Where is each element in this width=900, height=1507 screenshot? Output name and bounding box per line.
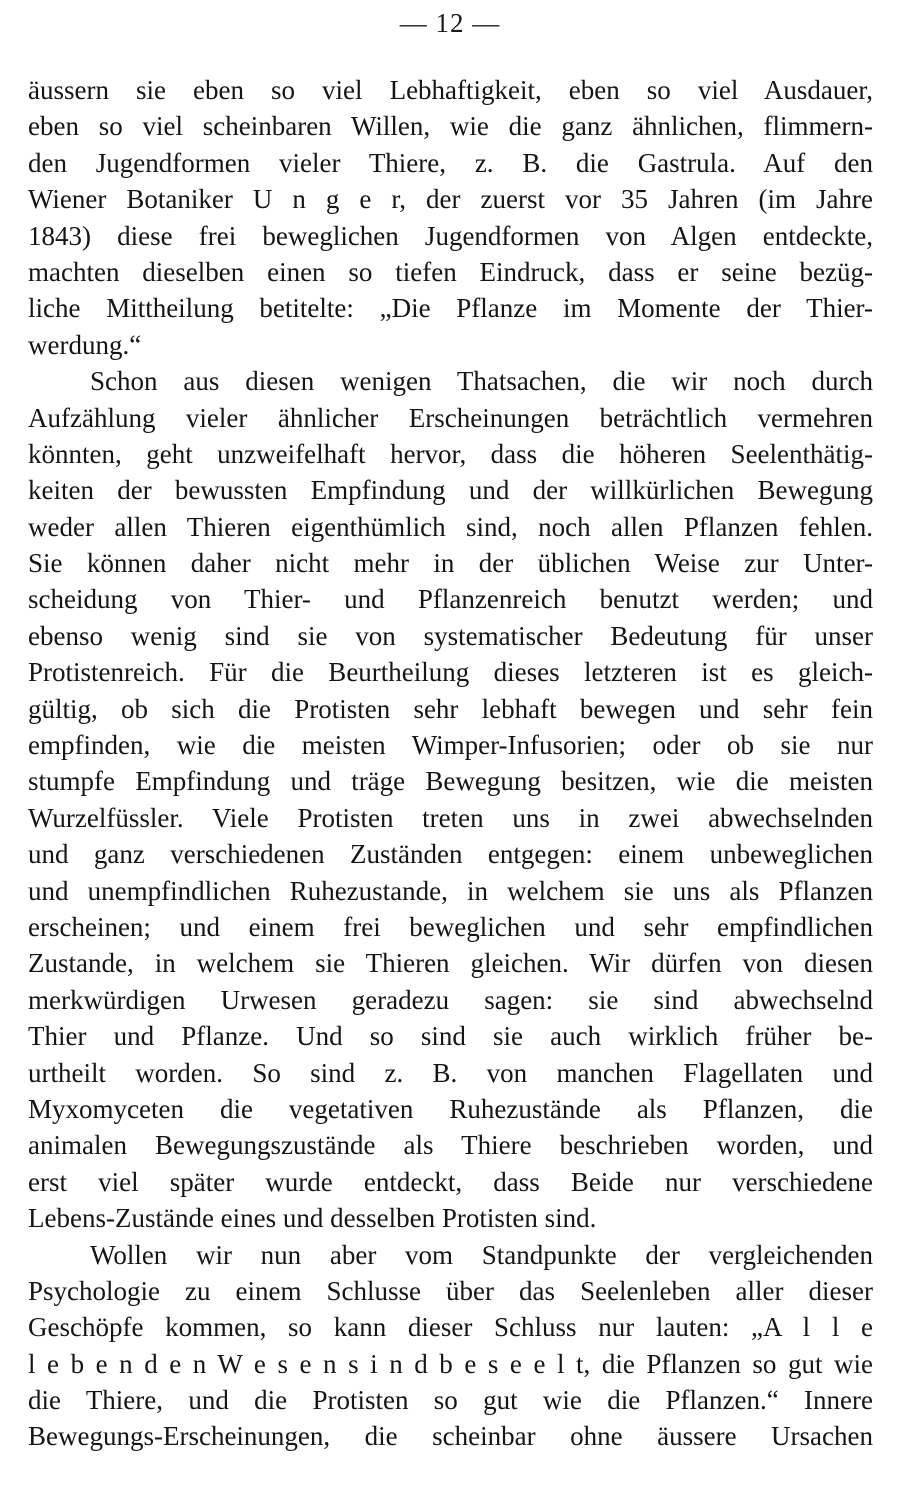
text-line: Aufzählung vieler ähnlicher Erscheinungen beträchtlich vermehren [28,402,873,433]
text-line: Wiener Botaniker U n g e r, der zuerst vor 35 Jahren (im Jahre [28,184,873,215]
text-line: ebenso wenig sind sie von systematischer Bedeutung für unser [28,620,873,651]
text-line: urtheilt worden. So sind z. B. von manchen Flagellaten und [28,1057,873,1088]
text-line: machten dieselben einen so tiefen Eindruck, dass er seine bezüg- [28,256,873,287]
text-line: Wurzelfüssler. Viele Protisten treten uns in zwei abwechselnden [28,802,873,833]
text-line: werdung.“ [28,329,142,360]
text-line: eben so viel scheinbaren Willen, wie die ganz ähnlichen, flimmern- [28,111,873,142]
text-line: 1843) diese frei beweglichen Jugendformen von Algen entdeckte, [28,220,873,251]
text-line: Geschöpfe kommen, so kann dieser Schluss nur lauten: „A l l e [28,1312,873,1343]
text-line: die Thiere, und die Protisten so gut wie die Pflanzen.“ Innere [28,1385,873,1416]
text-line: und ganz verschiedenen Zuständen entgegen: einem unbeweglichen [28,839,873,870]
text-line: erscheinen; und einem frei beweglichen und sehr empfindlichen [28,911,873,942]
text-line: Psychologie zu einem Schlusse über das Seelenleben aller dieser [28,1275,873,1306]
body-text [28,72,873,1455]
text-line: Zustande, in welchem sie Thieren gleichen. Wir dürfen von diesen [28,948,873,979]
text-line: merkwürdigen Urwesen geradezu sagen: sie sind abwechselnd [28,984,873,1015]
text-line: den Jugendformen vieler Thiere, z. B. die Gastrula. Auf den [28,147,873,178]
paragraph-start-line: Schon aus diesen wenigen Thatsachen, die wir noch durch [90,366,873,397]
text-line: Bewegungs-Erscheinungen, die scheinbar ohne äussere Ursachen [28,1421,873,1452]
text-line: gültig, ob sich die Protisten sehr lebhaft bewegen und sehr fein [28,693,873,724]
text-line: keiten der bewussten Empfindung und der willkürlichen Bewegung [28,475,873,506]
text-line: und unempfindlichen Ruhezustande, in welchem sie uns als Pflanzen [28,875,873,906]
text-line: könnten, geht unzweifelhaft hervor, dass die höheren Seelenthätig- [28,438,873,469]
text-line: animalen Bewegungszustände als Thiere beschrieben worden, und [28,1130,873,1161]
text-line: Myxomyceten die vegetativen Ruhezustände als Pflanzen, die [28,1093,873,1124]
text-line: erst viel später wurde entdeckt, dass Beide nur verschiedene [28,1166,873,1197]
text-line: Lebens-Zustände eines und desselben Protisten sind. [28,1203,597,1234]
page-number: — 12 — [399,8,501,38]
text-line: Sie können daher nicht mehr in der üblichen Weise zur Unter- [28,548,873,579]
text-line: empfinden, wie die meisten Wimper-Infusorien; oder ob sie nur [28,730,873,761]
paragraph-start-line: Wollen wir nun aber vom Standpunkte der vergleichenden [90,1239,873,1270]
text-line: scheidung von Thier- und Pflanzenreich benutzt werden; und [28,584,873,615]
text-line: Thier und Pflanze. Und so sind sie auch wirklich früher be- [28,1021,873,1052]
text-line: äussern sie eben so viel Lebhaftigkeit, eben so viel Ausdauer, [28,75,873,105]
text-line: Protistenreich. Für die Beurtheilung dieses letzteren ist es gleich- [28,657,873,688]
text-line: stumpfe Empfindung und träge Bewegung besitzen, wie die meisten [28,766,873,797]
text-line: l e b e n d e n W e s e n s i n d b e s e e l t, die Pflanzen so gut wie [28,1348,873,1379]
text-line: weder allen Thieren eigenthümlich sind, noch allen Pflanzen fehlen. [28,511,873,542]
text-line: liche Mittheilung betitelte: „Die Pflanze im Momente der Thier- [28,293,873,324]
